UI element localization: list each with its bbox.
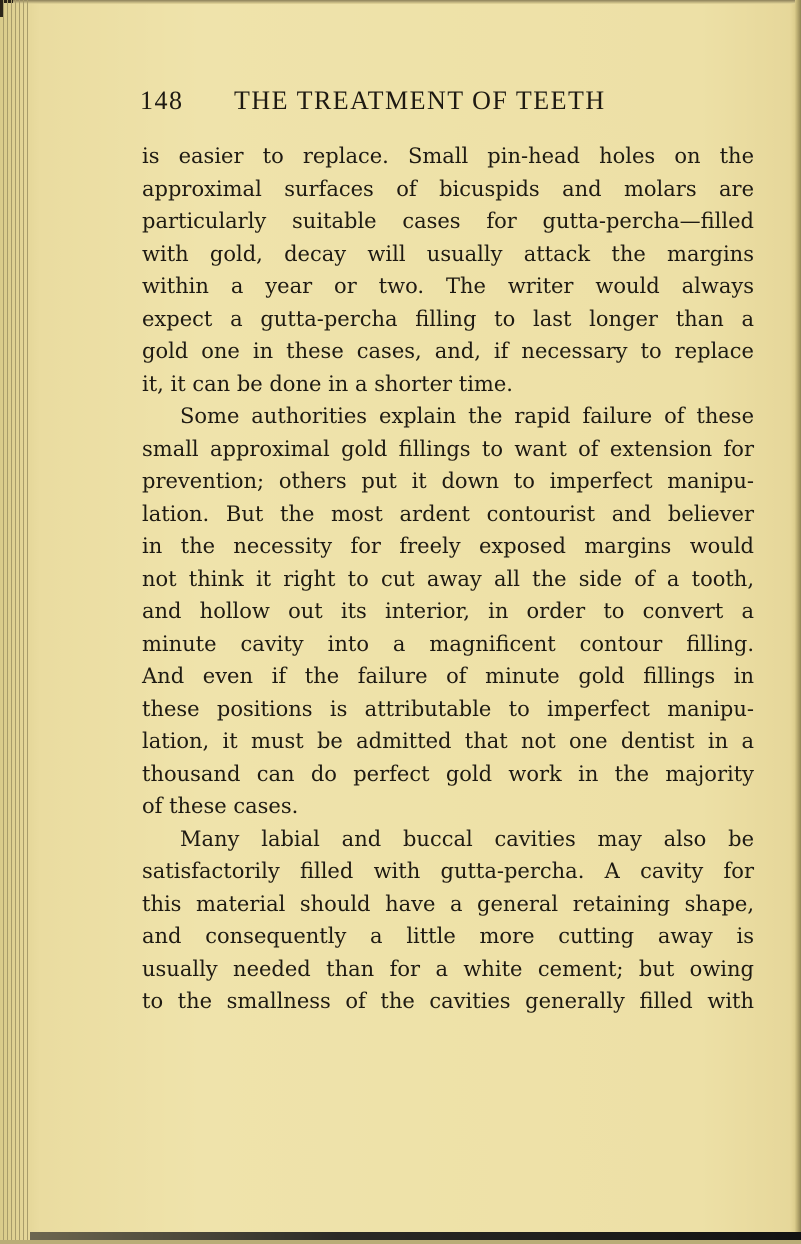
text-line: with gold, decay will usually attack the margins [142, 241, 754, 266]
text-line: particularly suitable cases for gutta-percha—filled [142, 209, 754, 233]
page-number: 148 [140, 86, 184, 115]
text-line: not think it right to cut away all the side of a tooth, [142, 566, 754, 591]
text-line: And even if the failure of minute gold fillings in [142, 664, 754, 688]
text-line: usually needed than for a white cement; but owing [142, 956, 754, 981]
text-line: and hollow out its interior, in order to convert a [142, 599, 754, 623]
text-line: thousand can do perfect gold work in the majority [142, 761, 754, 786]
text-line: is easier to replace. Small pin-head holes on the [142, 144, 754, 168]
text-line: satisfactorily filled with gutta-percha. A cavity for [142, 859, 754, 883]
page-top-edge [0, 0, 801, 4]
text-line: Some authorities explain the rapid failure of these [180, 404, 754, 428]
text-line: prevention; others put it down to imperfect manipu- [142, 469, 754, 493]
running-head [140, 86, 660, 126]
text-line: approximal surfaces of bicuspids and molars are [142, 176, 754, 201]
text-line: within a year or two. The writer would always [142, 274, 754, 298]
text-line: minute cavity into a magnificent contour filling. [142, 631, 754, 656]
text-line: of these cases. [142, 794, 299, 818]
text-line: lation. But the most ardent contourist and believer [142, 501, 754, 526]
page-bottom-shadow [30, 1232, 801, 1240]
binding-gutter [0, 0, 32, 1244]
page-right-edge [795, 0, 801, 1244]
body-text [142, 140, 754, 1018]
page-bottom-edge [0, 1240, 801, 1244]
text-line: Many labial and buccal cavities may also be [180, 826, 754, 851]
text-line: in the necessity for freely exposed margins would [142, 534, 754, 558]
text-line: to the smallness of the cavities generally filled with [142, 989, 754, 1013]
text-line: expect a gutta-percha filling to last longer than a [142, 306, 754, 331]
running-head-title: THE TREATMENT OF TEETH [234, 86, 606, 115]
text-line: it, it can be done in a shorter time. [142, 371, 513, 396]
text-line: lation, it must be admitted that not one dentist in a [142, 729, 754, 753]
text-line: this material should have a general retaining shape, [142, 891, 754, 916]
text-line: small approximal gold fillings to want of extension for [142, 436, 754, 461]
text-line: these positions is attributable to imperfect manipu- [142, 696, 754, 721]
text-line: and consequently a little more cutting away is [142, 924, 754, 948]
text-line: gold one in these cases, and, if necessary to replace [142, 339, 754, 363]
